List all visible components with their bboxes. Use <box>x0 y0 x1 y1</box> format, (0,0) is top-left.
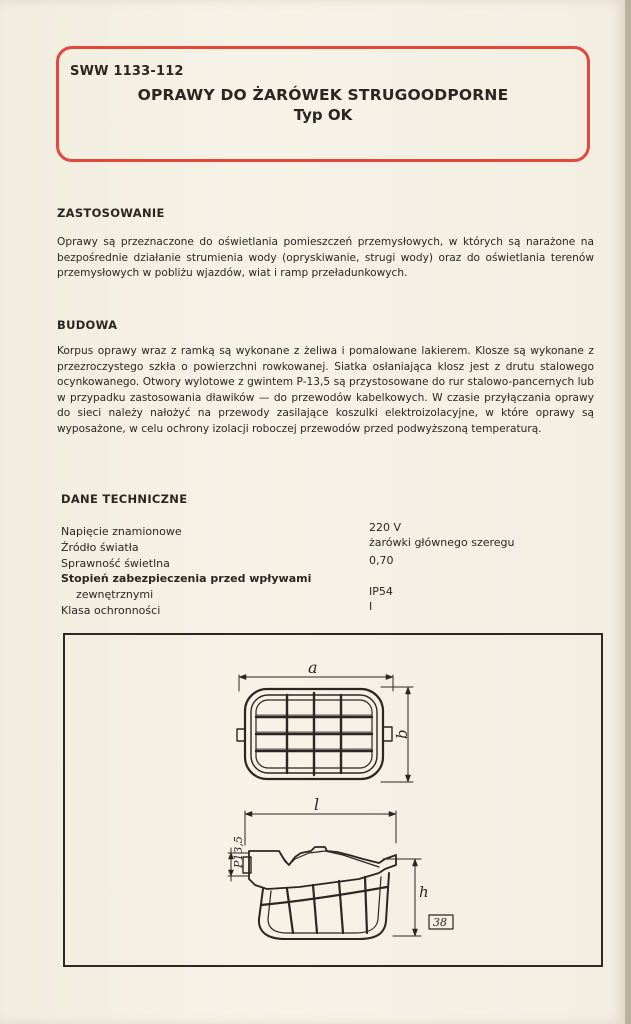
spec-label-continuation: zewnętrznymi <box>76 588 154 601</box>
dim-h-label: h <box>419 883 429 901</box>
spec-value: I <box>369 600 373 613</box>
document-title: OPRAWY DO ŻARÓWEK STRUGOODPORNE <box>137 86 509 104</box>
spec-value: żarówki głównego szeregu <box>369 536 515 549</box>
spec-label: Sprawność świetlna <box>61 557 170 570</box>
section-text-zastosowanie: Oprawy są przeznaczone do oświetlania pomieszczeń przemysłowych, w których są narażone na bezpośrednie działanie strumienia wody (opryskiwanie, strugi wody) oraz do oświetlania terenów przemysłowych w pobliżu wjazdów, wiat i ramp przeładunkowych. <box>57 236 594 280</box>
section-heading-zastosowanie: ZASTOSOWANIE <box>57 206 165 220</box>
document-subtitle: Typ OK <box>293 106 353 124</box>
dim-b-label: b <box>393 729 411 739</box>
section-heading-budowa: BUDOWA <box>57 318 118 332</box>
spec-label: Stopień zabezpieczenia przed wpływami <box>61 572 312 585</box>
figure-number: 38 <box>433 916 447 929</box>
spec-value: 0,70 <box>369 554 394 567</box>
side-view <box>228 811 453 939</box>
spec-value: 220 V <box>369 521 402 534</box>
spec-label: Napięcie znamionowe <box>61 525 182 538</box>
section-heading-dane: DANE TECHNICZNE <box>61 492 188 506</box>
spec-label: Źródło światła <box>61 541 139 554</box>
document-code: SWW 1133-112 <box>70 64 184 79</box>
technical-drawing <box>63 633 603 967</box>
spec-label: Klasa ochronności <box>61 604 161 617</box>
section-text-budowa: Korpus oprawy wraz z ramką są wykonane z żeliwa i pomalowane lakierem. Klosze są wykonane z przezroczystego szkła o powierzchni rowkowanej. Siatka osłaniająca klosz jest z drutu stalowego ocynkowanego. Otwory wylotowe z gwintem P-13,5 są przystosowane do rur stalowo-pancernych lub w przypadku zastosowania dławików — do przewodów kabelkowych. W czasie przyłączania oprawy do sieci należy nałożyć na przewody zasilające koszulki elektroizolacyjne, w które oprawy są wyposażone, w celu ochrony izolacji roboczej przewodów przed podwyższoną temperaturą. <box>57 345 594 435</box>
thread-label: P13,5 <box>232 836 245 868</box>
page-edge <box>625 0 631 1024</box>
dim-l-label: l <box>314 795 320 814</box>
dim-a-label: a <box>308 658 318 677</box>
top-view <box>237 675 413 783</box>
spec-value: IP54 <box>369 585 393 598</box>
